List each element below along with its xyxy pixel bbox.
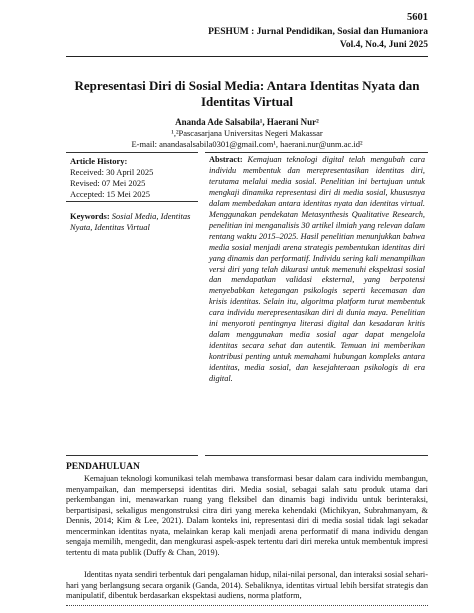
info-divider [66,201,198,202]
abstract [209,155,425,385]
header-divider [66,56,428,57]
page-number: 5601 [407,12,428,23]
section-title: PENDAHULUAN [66,462,140,472]
keywords-text: Sosial Media, Identitas Nyata, Identitas Virtual [70,211,191,232]
email-line: E-mail: anandasalsabila0301@gmail.com¹, haerani.nur@unm.ac.id² [131,139,363,149]
keywords-label: Keywords: [70,211,110,221]
affiliation: ¹,²Pascasarjana Universitas Negeri Makassar [171,128,323,138]
body-paragraph: Kemajuan teknologi komunikasi telah membawa transformasi besar dalam cara individu membangun, menyampaikan, dan mempersepsi identitas diri. Media sosial, sebagai salah satu produk utama dari perkembangan ini, menawarkan ruang yang fleksibel dan dinamis bagi individu untuk berinteraksi, berpartisipasi, sekaligus mengonstruksi citra diri yang mereka kehendaki (Michikyan, Subrahmanyam, & Dennis, 2014; Kim & Lee, 2021). Dalam konteks ini, representasi diri di media sosial tidak lagi sekadar mencerminkan identitas nyata, melainkan kerap kali menjadi arena performatif di mana individu dengan sengaja memilih, mengedit, dan mengkurasi aspek-aspek tertentu dari diri mereka untuk membentuk impresi tertentu di mata publik (Duffy & Chan, 2019). [66,474,428,557]
authors: Ananda Ade Salsabila¹, Haerani Nur² [175,117,319,127]
journal-volume: Vol.4, No.4, Juni 2025 [339,40,428,50]
journal-name: PESHUM : Jurnal Pendidikan, Sosial dan Humaniora [208,27,428,37]
abstract-text: Kemajuan teknologi digital telah mengubah cara individu membentuk dan merepresentasikan identitas diri, terutama melalui media sosial. Penelitian ini bertujuan untuk mengkaji dinamika representasi diri di media sosial, khususnya dalam membedakan antara identitas nyata dan identitas virtual. Menggunakan pendekatan Metasynthesis Qualitative Research, penelitian ini menganalisis 30 artikel ilmiah yang relevan dalam rentang waktu 2015–2025. Hasil penelitian menunjukkan bahwa media sosial menjadi arena strategis pembentukan identitas diri yang dinamis dan performatif. Individu sering kali menampilkan versi diri yang telah dikurasi untuk memenuhi ekspektasi sosial dan mendapatkan validasi eksternal, yang berpotensi menyebabkan ketegangan psikologis seperti kecemasan dan krisis identitas. Selain itu, algoritma platform turut membentuk cara individu merepresentasikan diri di dunia maya. Penelitian ini menyoroti pentingnya literasi digital dan kesadaran kritis dalam menggunakan media sosial agar dapat mengelola identitas secara sehat dan autentik. Temuan ini memberikan kontribusi penting untuk memahami hubungan kompleks antara identitas, media sosial, dan kesejahteraan psikologis di era digital. [209,155,425,384]
footer-divider [66,605,428,606]
revised-date: Revised: 07 Mei 2025 [70,178,146,188]
accepted-date: Accepted: 15 Mei 2025 [70,189,151,199]
keywords [70,211,192,233]
abstract-label: Abstract: [209,155,243,164]
body-paragraph: Identitas nyata sendiri terbentuk dari pengalaman hidup, nilai-nilai personal, dan interaksi sosial sehari-hari yang berlangsung secara organik (Ganda, 2014). Sebaliknya, identitas virtual lebih bersifat strategis dan manipulatif, dibentuk berdasarkan ekspektasi audiens, norma platform, [66,570,428,600]
history-label: Article History: [70,156,128,166]
received-date: Received: 30 April 2025 [70,167,154,177]
paper-title: Representasi Diri di Sosial Media: Antara Identitas Nyata dan Identitas Virtual [74,78,420,109]
